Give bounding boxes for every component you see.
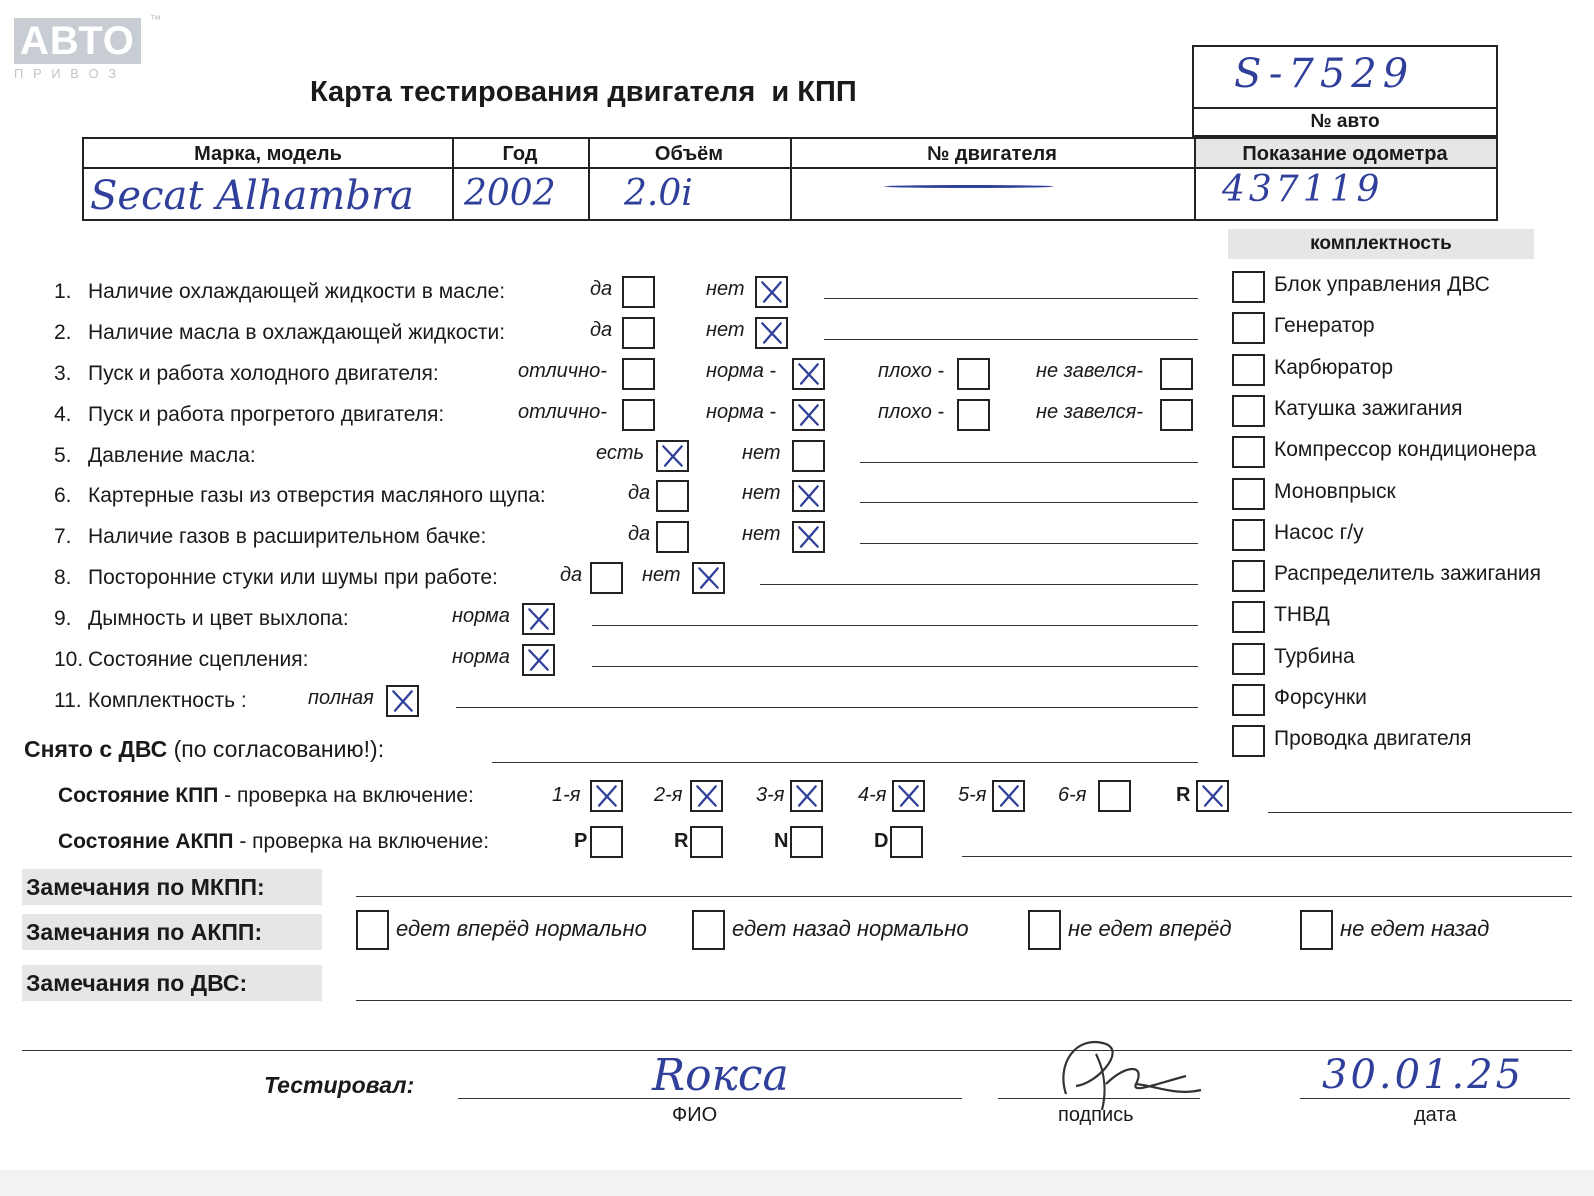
remarks-extra-line [22, 1050, 1572, 1051]
komplekt-checkbox[interactable] [1232, 684, 1265, 716]
check-mark-icon [794, 360, 823, 388]
date-label: дата [1414, 1104, 1457, 1126]
question-line [824, 339, 1198, 340]
komplekt-item-label: Блок управления ДВС [1274, 273, 1490, 296]
option-label: плохо - [878, 360, 945, 382]
remarks-dvs-label: Замечания по ДВС: [22, 965, 322, 1001]
kpp-gear-label: R [1176, 784, 1191, 806]
kpp-gear-checkbox[interactable] [1196, 780, 1229, 812]
komplekt-checkbox[interactable] [1232, 601, 1265, 633]
komplekt-item-label: Проводка двигателя [1274, 727, 1472, 751]
check-mark-icon [794, 482, 823, 510]
col-engine-no: № двигателя [927, 143, 1057, 165]
option-label: нет [642, 564, 681, 586]
question-number: 6. [54, 484, 72, 507]
akpp-mode-checkbox[interactable] [590, 826, 623, 858]
check-mark-icon [524, 646, 553, 674]
option-checkbox[interactable] [622, 317, 655, 349]
komplekt-item-label: Моновпрыск [1274, 479, 1396, 503]
remarks-dvs-line [356, 1000, 1572, 1001]
komplekt-checkbox[interactable] [1232, 271, 1265, 303]
kpp-gear-checkbox[interactable] [790, 780, 823, 812]
option-checkbox[interactable] [656, 480, 689, 512]
check-mark-icon [794, 401, 823, 429]
question-number: 7. [54, 525, 72, 548]
logo-tm: ™ [150, 14, 161, 26]
komplekt-checkbox[interactable] [1232, 478, 1265, 510]
option-label: нет [706, 278, 745, 300]
komplekt-item-label: Катушка зажигания [1274, 396, 1463, 420]
komplekt-checkbox[interactable] [1232, 436, 1265, 468]
kpp-gear-checkbox[interactable] [590, 780, 623, 812]
date-line [1300, 1098, 1570, 1099]
akpp-mode-label: P [574, 830, 588, 852]
option-label: не завелся- [1036, 360, 1143, 382]
kpp-gear-checkbox[interactable] [690, 780, 723, 812]
akpp-remark-checkbox[interactable] [356, 910, 389, 950]
value-year: 2002 [464, 173, 556, 214]
question-number: 9. [54, 607, 72, 630]
option-checkbox[interactable] [957, 358, 990, 390]
question-line [592, 625, 1198, 626]
question-line [592, 666, 1198, 667]
col-volume: Объём [654, 143, 724, 165]
option-checkbox[interactable] [755, 276, 788, 308]
question-line [860, 543, 1198, 544]
option-label: отлично- [518, 401, 607, 423]
komplekt-item-label: Форсунки [1274, 686, 1367, 709]
question-number: 8. [54, 566, 72, 589]
option-checkbox[interactable] [522, 603, 555, 635]
komplekt-item-label: Турбина [1274, 644, 1355, 668]
option-checkbox[interactable] [1160, 358, 1193, 390]
option-label: норма - [706, 360, 777, 382]
komplekt-item-label: Распределитель зажигания [1274, 562, 1542, 586]
kpp-gear-label: 4-я [858, 784, 887, 806]
akpp-remark-label: не едет вперёд [1068, 916, 1232, 941]
check-mark-icon [592, 782, 621, 810]
komplekt-checkbox[interactable] [1232, 354, 1265, 386]
signature [1036, 1024, 1206, 1114]
value-model: Secat Alhambra [90, 173, 414, 219]
value-odometer: 437119 [1222, 169, 1384, 210]
option-label: отлично- [518, 360, 607, 382]
kpp-gear-label: 3-я [756, 784, 785, 806]
question-text: Состояние сцепления: [88, 648, 309, 671]
option-checkbox[interactable] [386, 685, 419, 717]
option-label: нет [742, 442, 781, 464]
option-label: нет [706, 319, 745, 341]
logo [14, 14, 161, 81]
fio-line [458, 1098, 962, 1099]
option-label: да [590, 278, 613, 300]
check-mark-icon [994, 782, 1023, 810]
removed-label: Снято с ДВС (по согласованию!): [24, 736, 385, 762]
option-checkbox[interactable] [522, 644, 555, 676]
akpp-remark-label: едет вперёд нормально [396, 916, 647, 941]
option-label: да [590, 319, 613, 341]
col-model: Марка, модель [194, 143, 342, 165]
kpp-gear-checkbox[interactable] [992, 780, 1025, 812]
check-mark-icon [692, 782, 721, 810]
page-title: Карта тестирования двигателя и КПП [310, 76, 857, 108]
question-text: Комплектность : [88, 689, 247, 712]
signature-line [998, 1098, 1200, 1099]
komplekt-checkbox[interactable] [1232, 519, 1265, 551]
question-text: Пуск и работа холодного двигателя: [88, 362, 439, 385]
col-odometer: Показание одометра [1242, 143, 1448, 165]
question-text: Наличие охлаждающей жидкости в масле: [88, 280, 506, 303]
logo-main: АВТО [14, 18, 141, 64]
akpp-mode-checkbox[interactable] [790, 826, 823, 858]
question-number: 3. [54, 362, 72, 385]
question-line [456, 707, 1198, 708]
value-engine-dash [884, 185, 1054, 188]
komplekt-checkbox[interactable] [1232, 312, 1265, 344]
komplekt-checkbox[interactable] [1232, 395, 1265, 427]
komplekt-checkbox[interactable] [1232, 725, 1265, 757]
col-year: Год [502, 143, 538, 165]
komplekt-item-label: ТНВД [1274, 603, 1330, 627]
komplekt-item-label: Насос г/у [1274, 520, 1364, 544]
signature-label: подпись [1058, 1104, 1134, 1126]
value-volume: 2.0i [624, 173, 693, 214]
check-mark-icon [757, 319, 786, 347]
header-table [82, 137, 1498, 221]
akpp-label: Состояние АКПП - проверка на включение: [58, 830, 490, 853]
option-label: не завелся- [1036, 401, 1143, 423]
tester-name: Rокса [652, 1050, 789, 1101]
option-label: да [628, 523, 651, 545]
question-line [860, 462, 1198, 463]
question-line [860, 502, 1198, 503]
option-checkbox[interactable] [792, 440, 825, 472]
stock-number-label: № авто [1310, 111, 1380, 132]
tested-label: Тестировал: [264, 1072, 415, 1098]
option-label: нет [742, 482, 781, 504]
question-text: Дымность и цвет выхлопа: [88, 607, 349, 630]
akpp-remark-checkbox[interactable] [1300, 910, 1333, 950]
kpp-gear-label: 1-я [552, 784, 581, 806]
question-number: 2. [54, 321, 72, 344]
option-checkbox[interactable] [656, 440, 689, 472]
option-checkbox[interactable] [622, 276, 655, 308]
akpp-mode-checkbox[interactable] [690, 826, 723, 858]
komplekt-item-label: Карбюратор [1274, 355, 1394, 379]
komplekt-checkbox[interactable] [1232, 560, 1265, 592]
fio-label: ФИО [672, 1104, 718, 1126]
kpp-label: Состояние КПП - проверка на включение: [58, 784, 474, 807]
logo-sub: П Р И В О З [14, 66, 120, 81]
akpp-remark-checkbox[interactable] [1028, 910, 1061, 950]
option-label: норма - [706, 401, 777, 423]
komplekt-title: комплектность [1228, 229, 1534, 259]
check-mark-icon [792, 782, 821, 810]
question-number: 10. [54, 648, 84, 671]
option-checkbox[interactable] [755, 317, 788, 349]
question-text: Наличие масла в охлаждающей жидкости: [88, 321, 506, 344]
check-mark-icon [524, 605, 553, 633]
check-mark-icon [757, 278, 786, 306]
kpp-gear-checkbox[interactable] [892, 780, 925, 812]
check-mark-icon [388, 687, 417, 715]
option-label: да [560, 564, 583, 586]
question-text: Наличие газов в расширительном бачке: [88, 525, 487, 548]
option-label: да [628, 482, 651, 504]
option-checkbox[interactable] [656, 521, 689, 553]
question-text: Давление масла: [88, 444, 256, 467]
option-label: плохо - [878, 401, 945, 423]
question-text: Пуск и работа прогретого двигателя: [88, 403, 445, 426]
question-number: 11. [54, 689, 82, 712]
option-checkbox[interactable] [692, 562, 725, 594]
stock-number: S-7529 [1234, 51, 1415, 97]
kpp-gear-label: 5-я [958, 784, 987, 806]
question-line [824, 298, 1198, 299]
check-mark-icon [894, 782, 923, 810]
option-label: есть [596, 442, 645, 464]
akpp-mode-label: N [774, 830, 789, 852]
option-checkbox[interactable] [792, 521, 825, 553]
option-checkbox[interactable] [792, 480, 825, 512]
option-label: нет [742, 523, 781, 545]
akpp-mode-checkbox[interactable] [890, 826, 923, 858]
option-label: норма [452, 646, 510, 668]
removed-line [492, 762, 1198, 763]
option-label: норма [452, 605, 510, 627]
komplekt-item-label: Генератор [1274, 314, 1375, 338]
akpp-mode-label: D [874, 830, 889, 852]
option-checkbox[interactable] [957, 399, 990, 431]
question-number: 5. [54, 444, 72, 467]
bottom-edge [0, 1170, 1594, 1196]
question-number: 1. [54, 280, 72, 303]
option-checkbox[interactable] [792, 358, 825, 390]
kpp-gear-checkbox[interactable] [1098, 780, 1131, 812]
akpp-remark-label: едет назад нормально [732, 916, 969, 941]
check-mark-icon [794, 523, 823, 551]
akpp-remark-label: не едет назад [1340, 916, 1490, 941]
remarks-mkpp-line [356, 896, 1572, 897]
check-mark-icon [694, 564, 723, 592]
kpp-gear-label: 6-я [1058, 784, 1087, 806]
question-text: Картерные газы из отверстия масляного щупа: [88, 484, 546, 507]
option-checkbox[interactable] [792, 399, 825, 431]
question-line [760, 584, 1198, 585]
option-checkbox[interactable] [590, 562, 623, 594]
akpp-remark-checkbox[interactable] [692, 910, 725, 950]
remarks-akpp-label: Замечания по АКПП: [22, 914, 322, 950]
option-checkbox[interactable] [622, 399, 655, 431]
question-text: Посторонние стуки или шумы при работе: [88, 566, 498, 589]
question-number: 4. [54, 403, 72, 426]
akpp-line [962, 856, 1572, 857]
option-label: полная [308, 687, 374, 709]
komplekt-checkbox[interactable] [1232, 643, 1265, 675]
akpp-mode-label: R [674, 830, 689, 852]
check-mark-icon [658, 442, 687, 470]
option-checkbox[interactable] [622, 358, 655, 390]
remarks-mkpp-label: Замечания по МКПП: [22, 869, 322, 905]
option-checkbox[interactable] [1160, 399, 1193, 431]
check-mark-icon [1198, 782, 1227, 810]
kpp-gear-label: 2-я [654, 784, 683, 806]
komplekt-item-label: Компрессор кондиционера [1274, 438, 1537, 462]
kpp-line [1268, 812, 1572, 813]
test-date: 30.01.25 [1322, 1052, 1525, 1098]
stock-number-box [1192, 45, 1498, 137]
